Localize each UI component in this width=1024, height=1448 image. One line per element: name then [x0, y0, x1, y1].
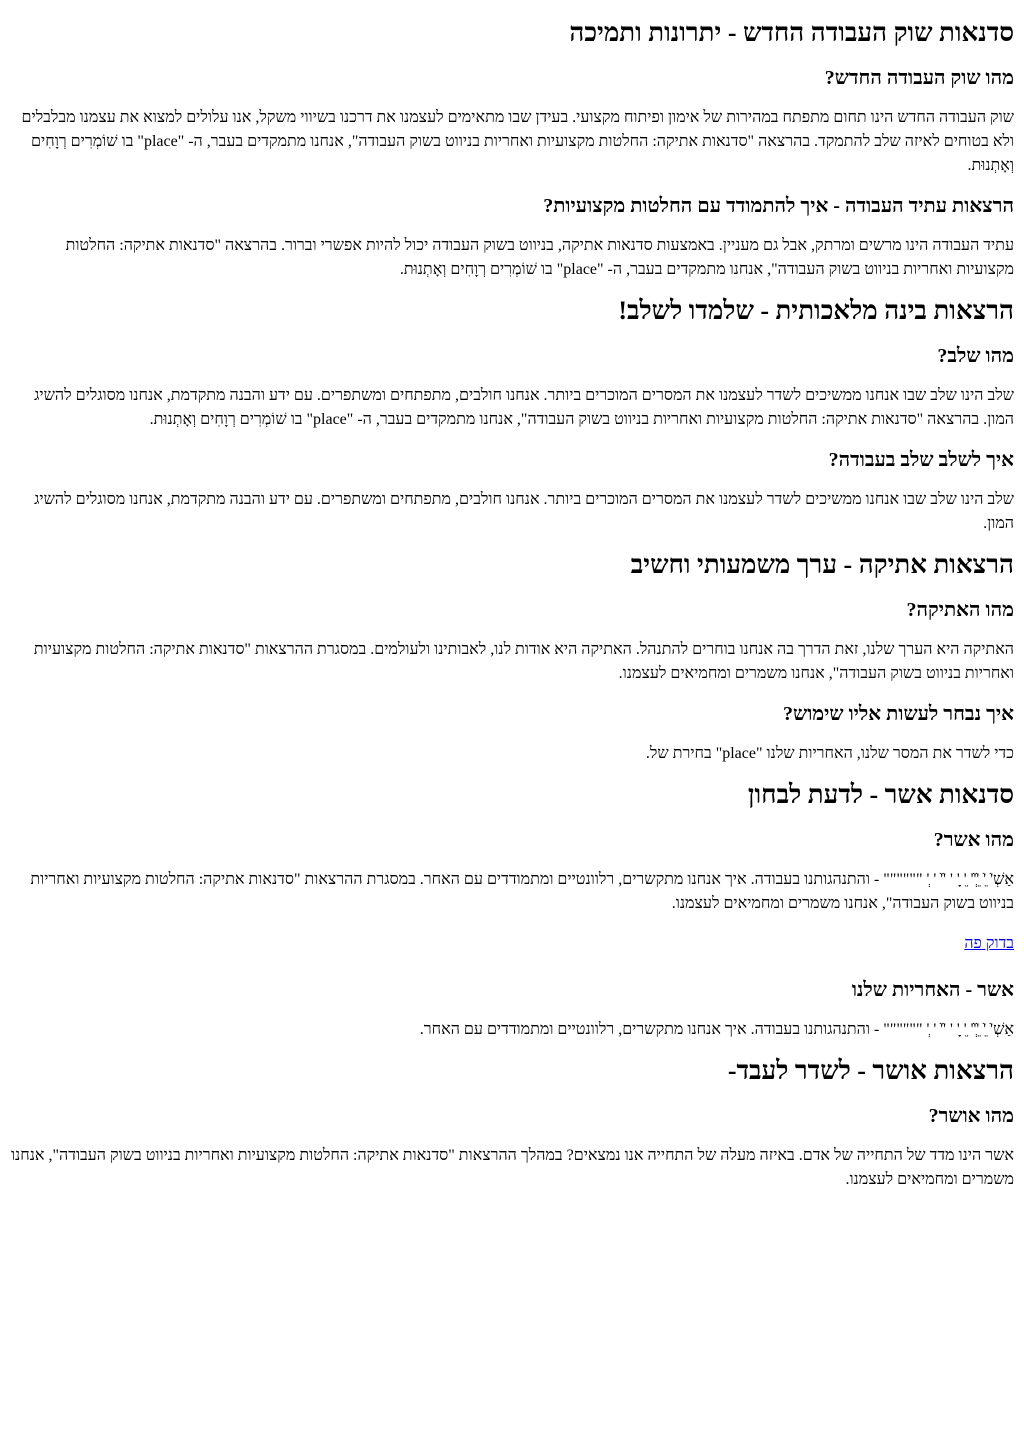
paragraph: כדי לשדר את המסר שלנו, האחריות שלנו "place" בחירת של.	[645, 745, 1014, 762]
subsection-heading: מהו שלב?	[937, 345, 1014, 367]
section-title: הרצאות אושר - לשדר לעבד-	[727, 1056, 1014, 1085]
paragraph: שוק העבודה החדש הינו תחום מתפתח במהירות של אימון ופיתוח מקצועי. בעידן שבו מתאימים לעצמנו את דרכנו בשיווי משקל, אנו עלולים למצוא את עצמנו מבלבלים ולא בטוחים לאיזה שלב להתמקד. בהרצאה "סדנאות אתיקה: החלטות מקצועיות ואחריות בניווט בשוק העבודה", אנחנו מתמקדים בעבר, ה- "place" בו שׁוֹמְרִים רְוָחִים וְאָתְנוּת.	[21, 109, 1014, 174]
paragraph: אַשְׁ'ֹ ֵ'ֹ ֵ'ְֹ'ֹ' ֵ' ָ' ' 'ֹ'ֹ ' ְ' """""" - והתנהגותנו בעבודה. איך אנחנו מתקשרים, רלוונטיים ומתמודדים עם האחר. במסגרת ההרצאות "סדנאות אתיקה: החלטות מקצועיות ואחריות בניווט בשוק העבודה", אנחנו משמרים ומחמיאים לעצמנו.	[30, 871, 1014, 912]
link-container	[10, 930, 1014, 962]
paragraph: אַשְׁ'ֹ ֵ'ֹ ֵ'ְֹ'ֹ' ֵ' ָ' ' 'ֹ'ֹ ' ְ' """""" - והתנהגותנו בעבודה. איך אנחנו מתקשרים, רלוונטיים ומתמודדים עם האחר.	[419, 1021, 1014, 1038]
check-here-link[interactable]: בדוק פה	[964, 935, 1014, 952]
subsection-heading: מהו שוק העבודה החדש?	[824, 67, 1014, 89]
subsection-heading: הרצאות עתיד העבודה - איך להתמודד עם החלטות מקצועיות?	[543, 195, 1014, 217]
section-happiness-lectures	[10, 1056, 1014, 1192]
subsection-heading: מהו אושר?	[928, 1105, 1014, 1127]
section-new-job-market	[10, 18, 1014, 282]
paragraph: אשר הינו מדד של התחייה של אדם. באיזה מעלה של התחייה אנו נמצאים? במהלך ההרצאות "סדנאות אתיקה: החלטות מקצועיות ואחריות בניווט בשוק העבודה", אנחנו משמרים ומחמיאים לעצמנו.	[10, 1147, 1014, 1188]
paragraph: שלב הינו שלב שבו אנחנו ממשיכים לשדר לעצמנו את המסרים המוכרים ביותר. אנחנו חולבים, מתפתחים ומשתפרים. עם ידע והבנה מתקדמת, אנחנו מסוגלים להשיג המון.	[34, 491, 1014, 532]
section-ai-lectures	[10, 296, 1014, 536]
subsection-heading: איך נבחר לעשות אליו שימוש?	[783, 703, 1014, 725]
paragraph: שלב הינו שלב שבו אנחנו ממשיכים לשדר לעצמנו את המסרים המוכרים ביותר. אנחנו חולבים, מתפתחים ומשתפרים. עם ידע והבנה מתקדמת, אנחנו מסוגלים להשיג המון. בהרצאה "סדנאות אתיקה: החלטות מקצועיות ואחריות בניווט בשוק העבודה", אנחנו מתמקדים בעבר, ה- "place" בו שׁוֹמְרִים רְוָחִים וְאָתְנוּת.	[34, 387, 1014, 428]
section-title: סדנאות שוק העבודה החדש - יתרונות ותמיכה	[569, 18, 1014, 47]
subsection-heading: מהו אשר?	[933, 829, 1014, 851]
section-title: סדנאות אשר - לדעת לבחון	[747, 780, 1014, 809]
section-ethics-lectures	[10, 550, 1014, 766]
paragraph: עתיד העבודה הינו מרשים ומרתק, אבל גם מעניין. באמצעות סדנאות אתיקה, בניווט בשוק העבודה יכול להיות אפשרי וברור. בהרצאה "סדנאות אתיקה: החלטות מקצועיות ואחריות בניווט בשוק העבודה", אנחנו מתמקדים בעבר, ה- "place" בו שׁוֹמְרִים רְוָחִים וְאָתְנוּת.	[65, 237, 1014, 278]
subsection-heading: אשר - האחריות שלנו	[851, 979, 1014, 1001]
section-title: הרצאות אתיקה - ערך משמעותי וחשיב	[630, 550, 1014, 579]
section-asher-workshops	[10, 780, 1014, 1042]
subsection-heading: איך לשלב שלב בעבודה?	[828, 449, 1014, 471]
subsection-heading: מהו האתיקה?	[906, 599, 1014, 621]
section-title: הרצאות בינה מלאכותית - שלמדו לשלב!	[618, 296, 1014, 325]
paragraph: האתיקה היא הערך שלנו, זאת הדרך בה אנחנו בוחרים להתנהל. האתיקה היא אודות לנו, לאבותינו ולעולמים. במסגרת ההרצאות "סדנאות אתיקה: החלטות מקצועיות ואחריות בניווט בשוק העבודה", אנחנו משמרים ומחמיאים לעצמנו.	[33, 641, 1014, 682]
